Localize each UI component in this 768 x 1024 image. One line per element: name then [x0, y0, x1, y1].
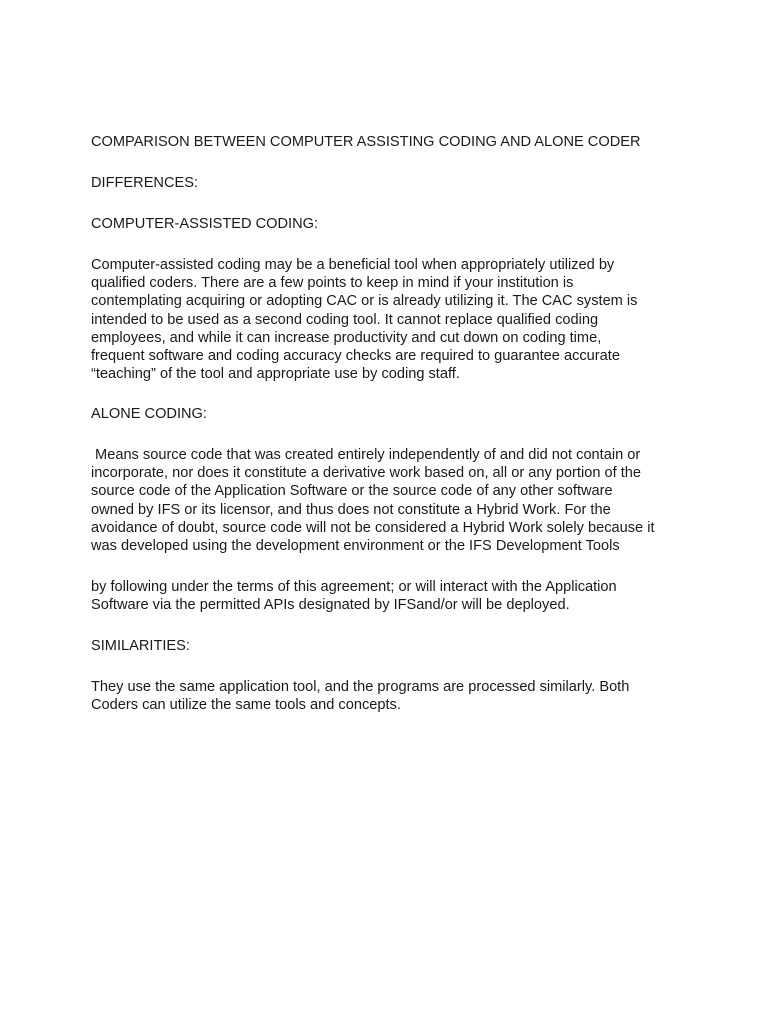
document-title: COMPARISON BETWEEN COMPUTER ASSISTING CODING AND ALONE CODER	[91, 134, 641, 150]
similarities-paragraph: They use the same application tool, and the programs are processed similarly. Both Coders can utilize the same tools and concepts.	[91, 679, 630, 714]
differences-heading: DIFFERENCES:	[91, 175, 199, 191]
similarities-heading: SIMILARITIES:	[91, 638, 190, 654]
alone-coding-heading: ALONE CODING:	[91, 406, 207, 422]
alone-coding-paragraph: Means source code that was created entirely independently of and did not contain or incorporate, nor does it constitute a derivative work based on, all or any portion of the source code of the Application Software or the source code of any other software owned by IFS or its licensor, and thus does not constitute a Hybrid Work. For the avoidance of doubt, source code will not be considered a Hybrid Work solely because it was developed using the development environment or the IFS Development Tools	[91, 447, 655, 555]
cac-paragraph: Computer-assisted coding may be a beneficial tool when appropriately utilized by qualified coders. There are a few points to keep in mind if your institution is contemplating acquiring or adopting CAC or is already utilizing it. The CAC system is intended to be used as a second coding tool. It cannot replace qualified coding employees, and while it can increase productivity and cut down on coding time, frequent software and coding accuracy checks are required to guarantee accurate “teaching” of the tool and appropriate use by coding staff.	[91, 257, 638, 383]
alone-coding-paragraph-continued: by following under the terms of this agreement; or will interact with the Application Software via the permitted APIs designated by IFSand/or will be deployed.	[91, 579, 617, 614]
cac-heading: COMPUTER-ASSISTED CODING:	[91, 216, 319, 232]
